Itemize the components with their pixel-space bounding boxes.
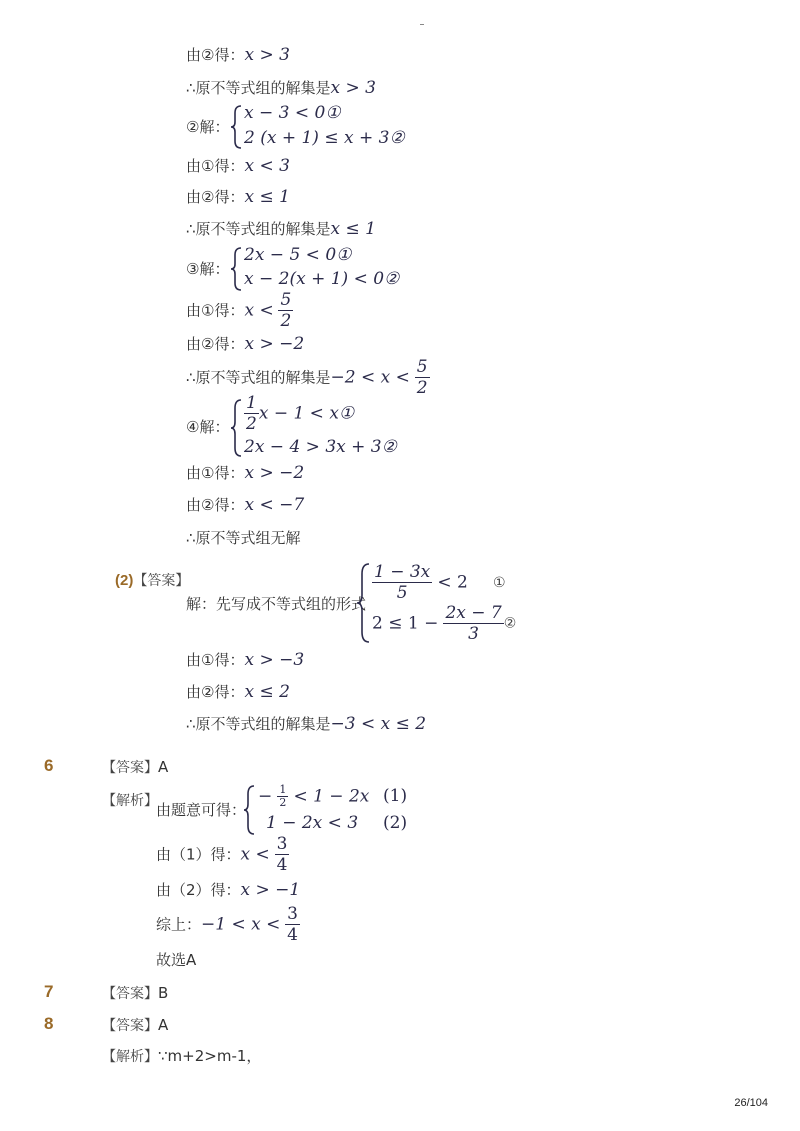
fraction <box>244 393 259 434</box>
system-4-eq1 <box>244 393 354 434</box>
question-6-intro: 由题意可得： <box>156 801 247 819</box>
system-2-eq1: x − 3 < 0① <box>244 103 341 123</box>
text: ∴原不等式组的解集是 <box>186 368 331 387</box>
question-8-number: 8 <box>44 1014 54 1033</box>
question-6-summary <box>156 904 300 945</box>
math: x > −1 <box>240 880 301 900</box>
analysis-text: ∵m+2>m-1， <box>158 1047 262 1065</box>
text: ∴原不等式组的解集是 <box>186 79 331 97</box>
text: 由（1）得： <box>156 845 241 864</box>
line-no-solution: ∴原不等式组无解 <box>186 529 301 547</box>
fraction <box>277 784 288 809</box>
line-from-2-lt-neg7 <box>186 495 304 515</box>
math: x < <box>240 844 270 865</box>
fraction <box>278 290 293 331</box>
line-from-2-le1 <box>186 187 290 207</box>
question-8-answer <box>102 1015 168 1036</box>
part-label: (2) <box>115 572 134 589</box>
part-2-eq2 <box>372 603 516 644</box>
answer-tag: 【答案】 <box>102 1018 158 1034</box>
math: x < 3 <box>244 156 290 176</box>
math: x < <box>244 300 274 321</box>
denominator: 4 <box>287 925 298 945</box>
left-brace-icon <box>229 398 243 458</box>
question-6-eq2-mark: (2) <box>383 813 408 833</box>
math: x > −2 <box>244 463 305 483</box>
numerator: 2x − 7 <box>445 603 502 623</box>
question-6-eq1 <box>258 784 369 809</box>
question-6-from-1 <box>156 834 289 875</box>
left-brace-icon <box>355 562 371 644</box>
math: x > 3 <box>330 78 377 98</box>
left-brace-icon <box>229 104 243 150</box>
numerator: 3 <box>276 834 288 854</box>
question-6-from-2 <box>156 880 300 900</box>
system-4-label: ④解： <box>186 418 230 436</box>
question-6-eq2: 1 − 2x < 3 <box>266 813 359 833</box>
line-solution-le1 <box>186 219 376 239</box>
question-6-choice: 故选A <box>156 951 197 969</box>
part-2-solution <box>186 714 426 734</box>
numerator: 1 <box>246 393 257 413</box>
answer-value: A <box>158 1016 169 1034</box>
line-from-2-gt3 <box>186 45 290 65</box>
system-3-eq2: x − 2(x + 1) < 0② <box>244 269 400 289</box>
answer-value: B <box>158 984 169 1002</box>
fraction <box>415 357 430 398</box>
math: < 2 <box>437 572 468 593</box>
math: −3 < x ≤ 2 <box>330 714 427 734</box>
denominator: 2 <box>246 414 257 434</box>
part-2-header <box>115 570 189 590</box>
answer-tag: 【答案】 <box>133 573 190 589</box>
numerator: 5 <box>280 290 292 310</box>
question-8-analysis <box>102 1046 261 1067</box>
left-brace-icon <box>229 246 243 292</box>
text: 由①得： <box>186 464 245 482</box>
part-2-from-2 <box>186 682 290 702</box>
text: 综上： <box>156 915 202 934</box>
text: 由②得： <box>186 683 245 701</box>
system-2-label: ②解： <box>186 118 230 136</box>
fraction <box>285 904 300 945</box>
line-solution-gt3 <box>186 78 376 98</box>
question-7-answer <box>102 983 168 1004</box>
text: ∴原不等式组的解集是 <box>186 715 331 733</box>
system-3-eq1: 2x − 5 < 0① <box>244 245 352 265</box>
fraction <box>372 562 432 603</box>
line-from-1-gt-neg2 <box>186 463 304 483</box>
math: < 1 − 2x <box>293 786 370 807</box>
text: 由②得： <box>186 335 245 353</box>
question-6-answer <box>102 757 168 778</box>
analysis-tag: 【解析】 <box>102 1049 158 1065</box>
answer-tag: 【答案】 <box>102 986 158 1002</box>
numerator: 1 − 3x <box>374 562 431 582</box>
math: x ≤ 1 <box>330 219 377 239</box>
text: 由②得： <box>186 188 245 206</box>
line-from-2-gt-neg2 <box>186 334 304 354</box>
denominator: 2 <box>280 311 292 331</box>
question-6-analysis-tag: 【解析】 <box>102 793 158 809</box>
left-brace-icon <box>242 784 256 836</box>
math: −1 < x < <box>201 914 281 935</box>
denominator: 4 <box>276 855 288 875</box>
text: 由（2）得： <box>156 881 241 899</box>
answer-tag: 【答案】 <box>102 760 158 776</box>
math: −2 < x < <box>330 367 410 388</box>
math: x > −2 <box>244 334 305 354</box>
question-7-number: 7 <box>44 982 54 1001</box>
numerator: 1 <box>279 783 287 796</box>
denominator: 5 <box>396 583 408 603</box>
text: ∴原不等式组的解集是 <box>186 220 331 238</box>
page-number: 26/104 <box>734 1097 768 1109</box>
math: x > −3 <box>244 650 305 670</box>
text: 由②得： <box>186 496 245 514</box>
denominator: 2 <box>279 796 287 809</box>
top-mark <box>420 24 424 25</box>
fraction <box>443 603 503 644</box>
math: − <box>258 786 273 807</box>
text: 由①得： <box>186 157 245 175</box>
denominator: 3 <box>468 624 479 644</box>
part-2-intro: 解：先写成不等式组的形式 <box>186 595 367 613</box>
math: x − 1 < x① <box>258 403 355 424</box>
part-2-eq1 <box>372 562 506 603</box>
question-6-eq1-mark: (1) <box>383 786 408 806</box>
circle-mark: ② <box>503 615 517 632</box>
math: x ≤ 2 <box>244 682 290 702</box>
math: 2 ≤ 1 − <box>372 613 439 634</box>
text: 由①得： <box>186 301 245 320</box>
system-3-label: ③解： <box>186 260 230 278</box>
math: x > 3 <box>244 45 290 65</box>
system-4-eq2: 2x − 4 > 3x + 3② <box>244 437 397 457</box>
denominator: 2 <box>416 378 428 398</box>
numerator: 5 <box>416 357 428 377</box>
text: 由①得： <box>186 651 245 669</box>
numerator: 3 <box>287 904 298 924</box>
line-from-1-lt-5-2 <box>186 290 293 331</box>
answer-value: A <box>158 758 169 776</box>
math: x < −7 <box>244 495 305 515</box>
line-from-1-lt3 <box>186 156 290 176</box>
system-2-eq2: 2 (x + 1) ≤ x + 3② <box>244 128 405 148</box>
circle-mark: ① <box>492 574 506 591</box>
question-6-number: 6 <box>44 756 54 775</box>
math: x ≤ 1 <box>244 187 290 207</box>
line-solution-range <box>186 357 430 398</box>
fraction <box>275 834 290 875</box>
part-2-from-1 <box>186 650 304 670</box>
text: 由②得： <box>186 46 245 64</box>
